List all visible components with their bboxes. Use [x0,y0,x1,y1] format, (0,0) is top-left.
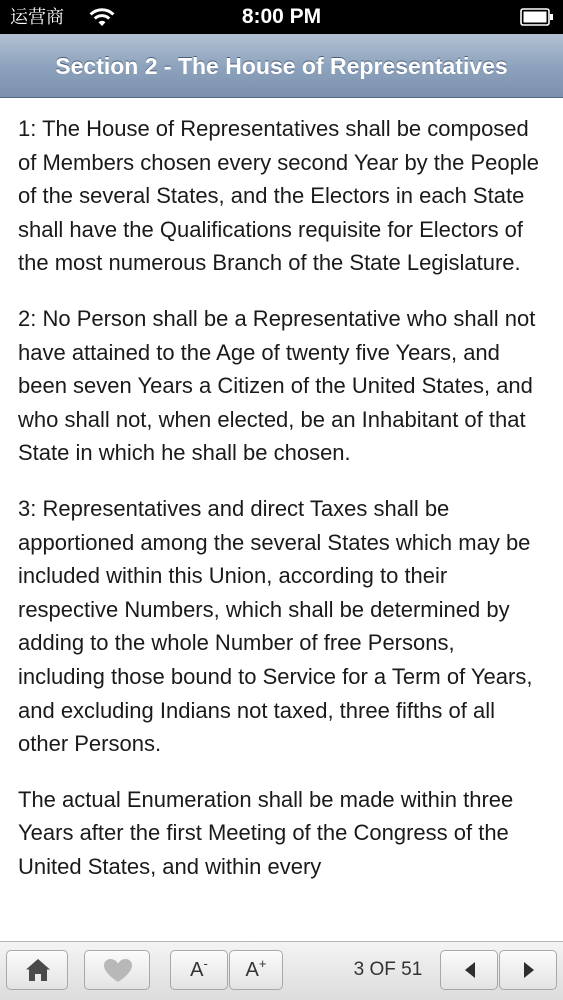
battery-icon [520,8,554,26]
paragraph-2: 2: No Person shall be a Representative who shall not have attained to the Age of twenty five Years, and been seven Years a Citizen of the United States, and who shall not, when elected, be an Inhabitant of that State in which he shall be chosen. [18,305,536,466]
next-page-button[interactable] [499,950,557,990]
decrease-font-button[interactable] [170,950,228,990]
paragraph-1: 1: The House of Representatives shall be composed of Members chosen every second Year by the People of the several States, and the Electors in each State shall have the Qualifications requisite for Electors of the most numerous Branch of the State Legislature. [18,116,539,276]
previous-page-button[interactable] [440,950,498,990]
increase-font-button[interactable] [229,950,283,990]
triangle-left-icon [463,961,477,979]
status-time: 8:00 PM [241,5,322,28]
home-icon [25,958,51,982]
paragraph-3: 3: Representatives and direct Taxes shall be apportioned among the several States which may be included within this Union, according to their respective Numbers, which shall be determined by adding to the whole Number of free Persons, including those bound to Service for a Term of Years, and excluding Indians not taxed, three fifths of all other Persons. [18,495,533,757]
heart-icon [103,958,133,983]
carrier-label: 运营商 [10,7,64,27]
bottom-toolbar [0,941,563,1000]
page-title: Section 2 - The House of Representatives [55,53,508,79]
navigation-bar [0,34,563,98]
triangle-right-icon [522,961,536,979]
home-button[interactable] [6,950,68,990]
increase-font-label: A+ [245,956,267,981]
status-bar [0,0,563,34]
paragraph-4: The actual Enumeration shall be made within three Years after the first Meeting of the Congress of the United States, and within every [18,786,514,879]
article-content[interactable] [0,98,563,941]
decrease-font-label: A- [190,956,208,981]
favorite-button[interactable] [84,950,150,990]
page-indicator: 3 OF 51 [353,959,423,980]
